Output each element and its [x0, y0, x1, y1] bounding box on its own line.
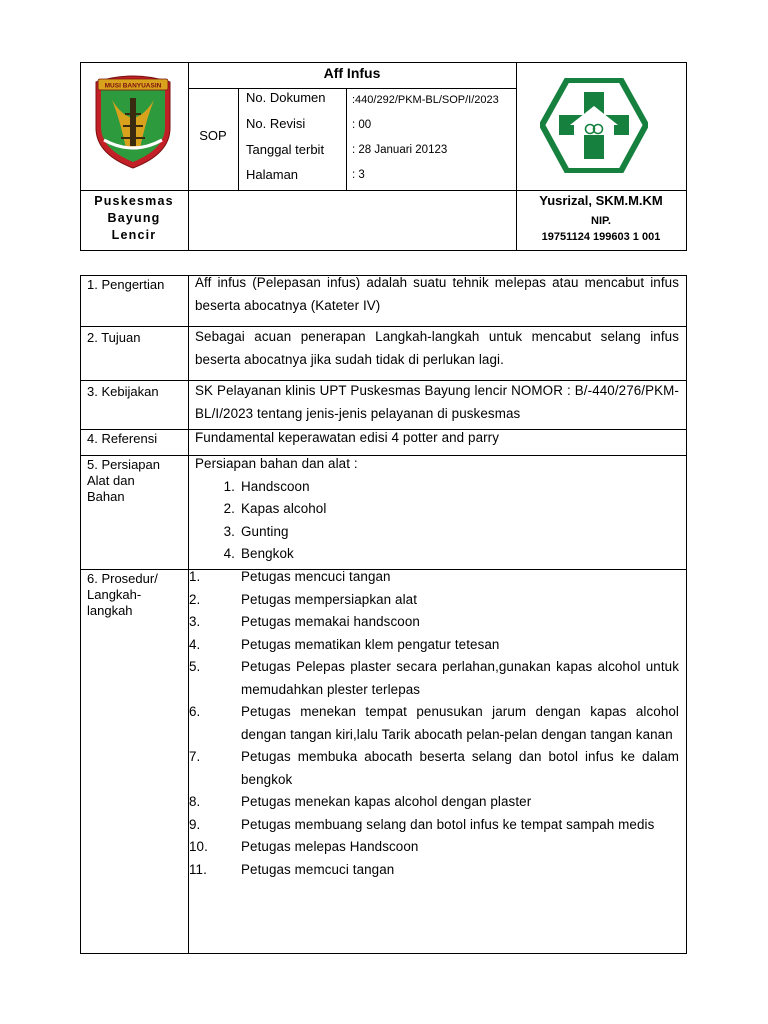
list-item-number: 7.	[189, 749, 201, 764]
section-text-prosedur	[189, 566, 679, 881]
list-item-number: 1.	[223, 478, 235, 494]
list-item	[189, 611, 679, 634]
list-item	[189, 656, 679, 701]
list-item-text: Handscoon	[241, 478, 310, 494]
list-item-number: 10.	[189, 839, 208, 854]
list-item-text: Petugas mempersiapkan alat	[241, 591, 418, 607]
section-label-line: Langkah-	[87, 587, 142, 602]
list-item-number: 8.	[189, 794, 201, 809]
signer-name: Yusrizal, SKM.M.KM	[539, 193, 663, 208]
list-item	[189, 836, 679, 859]
organization-name-line: Bayung	[107, 211, 161, 225]
list-item-number: 4.	[189, 636, 201, 652]
section-label-kebijakan: 3. Kebijakan	[87, 384, 159, 399]
list-item-text: Petugas mematikan klem pengatur tetesan	[241, 636, 500, 652]
list-item-text: Petugas memcuci tangan	[241, 861, 395, 877]
list-item-text: Petugas menekan tempat penusukan jarum dengan kapas alcohol dengan tangan kiri,lalu Tarik abocath pelan-pelan dengan tangan kanan	[241, 704, 679, 742]
section-label-line: 5. Persiapan	[87, 457, 160, 472]
doc-field-label: Tanggal terbit	[246, 142, 325, 157]
regional-emblem-icon	[90, 70, 176, 170]
nip-value: 19751124 199603 1 001	[541, 231, 661, 243]
list-item-number: 11.	[189, 861, 207, 877]
list-item	[189, 814, 679, 837]
list-item-text: Petugas membuang selang dan botol infus ke tempat sampah medis	[241, 816, 655, 832]
prosedur-list	[189, 566, 679, 881]
section-text-tujuan: Sebagai acuan penerapan Langkah-langkah untuk mencabut selang infus beserta abocatnya jika sudah tidak di perlukan lagi.	[195, 329, 679, 367]
list-item-number: 9.	[189, 816, 201, 832]
section-label-line: Alat dan	[87, 473, 135, 488]
list-item-number: 3.	[189, 614, 201, 629]
organization-name-line: Lencir	[111, 228, 157, 242]
doc-field-label: No. Revisi	[246, 116, 306, 131]
list-item-number: 3.	[223, 523, 235, 539]
section-text-pengertian: Aff infus (Pelepasan infus) adalah suatu tehnik melepas atau mencabut infus beserta abocatnya (Kateter IV)	[195, 275, 679, 313]
doc-field-label: No. Dokumen	[246, 90, 326, 105]
doc-field-value: : 3	[352, 169, 365, 181]
emblem-banner-text: MUSI BANYUASIN	[104, 82, 162, 90]
list-item-text: Gunting	[241, 523, 289, 539]
doc-field-value: :440/292/PKM-BL/SOP/I/2023	[352, 94, 499, 106]
list-item-number: 5.	[189, 659, 201, 674]
list-item	[189, 634, 679, 657]
list-item-number: 6.	[189, 704, 201, 719]
doc-field-label: Halaman	[246, 167, 299, 182]
list-item	[189, 476, 679, 499]
list-item-text: Petugas memakai handscoon	[241, 614, 420, 629]
section-label-referensi: 4. Referensi	[87, 431, 158, 446]
section-text-referensi: Fundamental keperawatan edisi 4 potter and parry	[195, 430, 500, 445]
list-item-text: Petugas melepas Handscoon	[241, 839, 419, 854]
list-item-text: Kapas alcohol	[241, 501, 327, 516]
section-label-persiapan	[87, 457, 160, 505]
persiapan-list	[189, 476, 679, 566]
list-item	[189, 746, 679, 791]
section-label-line: Bahan	[87, 489, 125, 504]
list-item	[189, 498, 679, 521]
section-text-persiapan	[195, 453, 679, 566]
list-item-number: 2.	[223, 501, 235, 516]
puskesmas-logo-icon	[540, 78, 648, 173]
page-title: Aff Infus	[323, 65, 381, 81]
persiapan-intro: Persiapan bahan dan alat :	[195, 456, 358, 471]
sop-label: SOP	[199, 128, 227, 143]
list-item-text: Petugas mencuci tangan	[241, 569, 391, 584]
section-text-kebijakan: SK Pelayanan klinis UPT Puskesmas Bayung lencir NOMOR : B/-440/276/PKM-BL/I/2023 tentang jenis-jenis pelayanan di puskesmas	[195, 383, 679, 421]
list-item	[189, 566, 679, 589]
list-item-number: 2.	[189, 591, 201, 607]
doc-field-value: : 00	[352, 119, 372, 131]
list-item	[189, 543, 679, 566]
list-item-text: Bengkok	[241, 546, 294, 561]
section-label-tujuan: 2. Tujuan	[87, 330, 141, 345]
list-item-text: Petugas menekan kapas alcohol dengan plaster	[241, 794, 532, 809]
section-label-line: 6. Prosedur/	[87, 571, 158, 586]
list-item	[189, 521, 679, 544]
list-item	[189, 859, 679, 882]
doc-field-value: : 28 Januari 20123	[352, 144, 448, 156]
nip-label: NIP.	[591, 215, 611, 227]
organization-name-line: Puskesmas	[94, 194, 174, 208]
list-item-number: 1.	[189, 569, 201, 584]
list-item	[189, 791, 679, 814]
list-item-text: Petugas Pelepas plaster secara perlahan,gunakan kapas alcohol untuk memudahkan plester terlepas	[241, 659, 679, 697]
list-item-number: 4.	[223, 546, 235, 561]
organization-name	[80, 193, 188, 244]
list-item	[189, 701, 679, 746]
section-label-pengertian: 1. Pengertian	[87, 277, 165, 292]
list-item	[189, 589, 679, 612]
list-item-text: Petugas membuka abocath beserta selang dan botol infus ke dalam bengkok	[241, 749, 679, 787]
section-label-line: langkah	[87, 603, 133, 618]
section-label-prosedur	[87, 571, 158, 619]
